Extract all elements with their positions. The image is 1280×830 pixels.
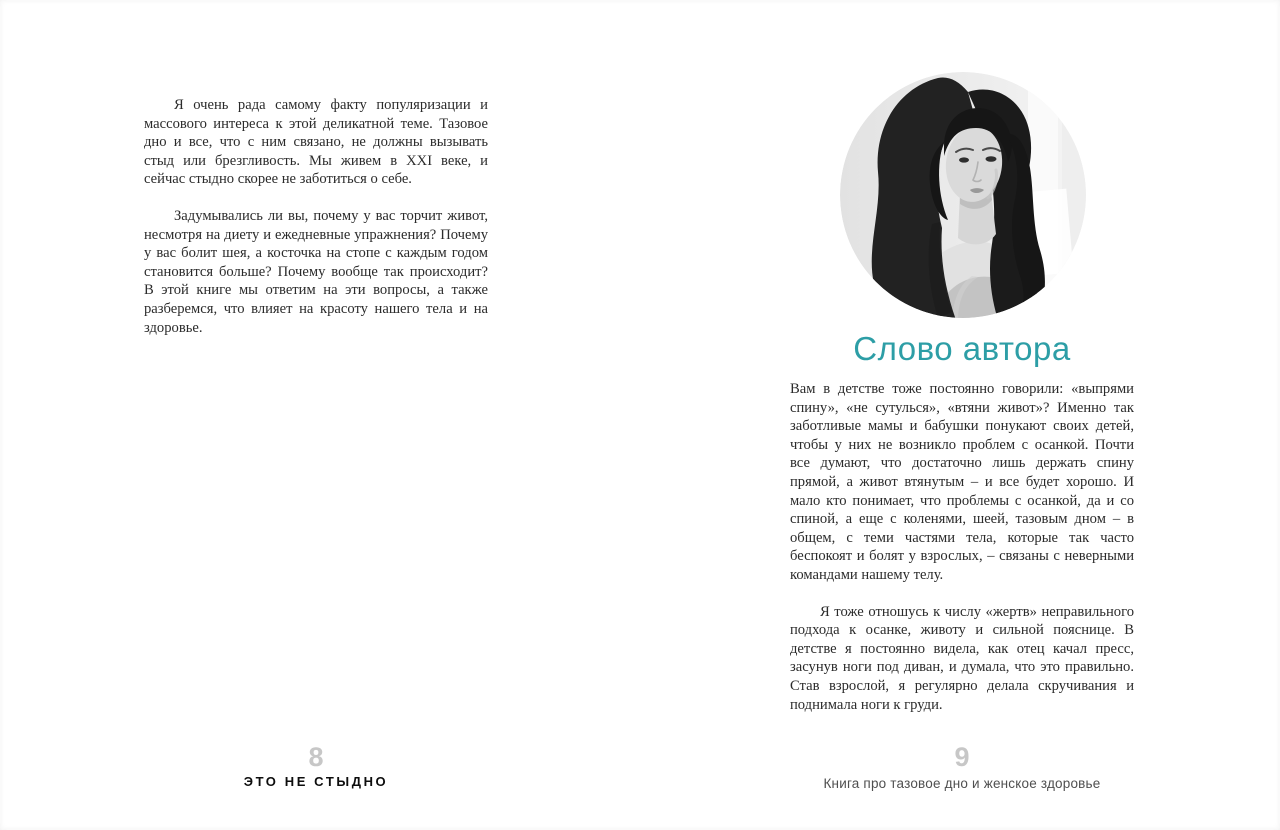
right-paragraph-2: Я тоже отношусь к числу «жертв» неправильного подхода к осанке, животу и сильной пояснице. В детстве я постоянно видела, как отец качал пресс, засунув ноги под диван, и думала, что это правильно. Став взрослой, я регулярно делала скручивания и поднимала ноги к груди. bbox=[790, 603, 1134, 713]
right-text-column bbox=[790, 380, 1134, 732]
right-paragraph-1: Вам в детстве тоже постоянно говорили: «выпрями спину», «не сутулься», «втяни живот»? Именно так заботливые мамы и бабушки понукают своих детей, чтобы у них не возникло проблем с осанкой. Почти все думают, что достаточно лишь держать спину прямой, а живот втянутым – и все будет хорошо. И мало кто понимает, что проблемы с осанкой, да и со спиной, а еще с коленями, шеей, тазовым дном – в общем, с теми частями тела, которые так часто беспокоят и болят у взрослых, – связаны с неверными командами нашему телу. bbox=[790, 381, 1134, 583]
author-portrait-illustration bbox=[840, 72, 1086, 318]
left-paragraph-1: Я очень рада самому факту популяризации и массового интереса к этой деликатной теме. Тазовое дно и все, что с ним связано, не должны вызывать стыд или брезгливость. Мы живем в XXI веке, и сейчас стыдно скорее не заботиться о себе. bbox=[144, 97, 488, 188]
left-paragraph-2: Задумывались ли вы, почему у вас торчит живот, несмотря на диету и ежедневные упражнения? Почему у вас болит шея, а косточка на стопе с каждым годом становится больше? Почему вообще так происходит? В этой книге мы ответим на эти вопросы, а также разберемся, что влияет на красоту нашего тела и на здоровье. bbox=[144, 207, 488, 336]
page-number-left: 8 bbox=[308, 742, 324, 772]
running-title-left: ЭТО НЕ СТЫДНО bbox=[243, 774, 389, 789]
running-title-right: Книга про тазовое дно и женское здоровье bbox=[823, 776, 1101, 791]
chapter-heading: Слово автора bbox=[853, 330, 1071, 367]
right-footer bbox=[790, 743, 1134, 792]
page-number-right: 9 bbox=[954, 742, 970, 772]
left-footer bbox=[144, 743, 488, 790]
author-photo bbox=[840, 72, 1086, 318]
left-text-column bbox=[144, 96, 488, 355]
